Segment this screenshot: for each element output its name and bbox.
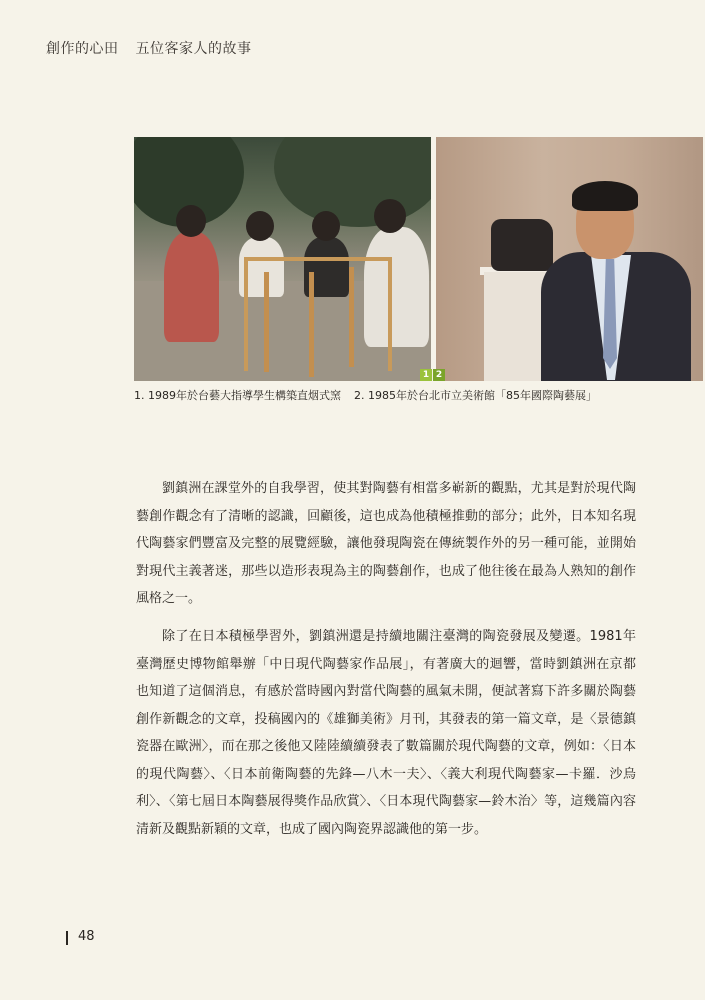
photo-exhibition-portrait [436, 137, 703, 381]
running-header [46, 38, 251, 58]
body-paragraph-2: 除了在日本積極學習外，劉鎮洲還是持續地關注臺灣的陶瓷發展及變遷。1981年臺灣歷史博物館舉辦「中日現代陶藝家作品展」，有著廣大的迴響，當時劉鎮洲在京都也知道了這個消息，有感於當時國內對當代陶藝的風氣未開，便試著寫下許多關於陶藝創作新觀念的文章，投稿國內的《雄獅美術》月刊，其發表的第一篇文章，是〈景德鎮瓷器在歐洲〉，而在那之後他又陸陸續續發表了數篇關於現代陶藝的文章，例如：〈日本的現代陶藝〉、〈日本前衛陶藝的先鋒—八木一夫〉、〈義大利現代陶藝家—卡羅．沙烏利〉、〈第七屆日本陶藝展得獎作品欣賞〉、〈日本現代陶藝家—鈴木治〉等，這幾篇內容清新及觀點新穎的文章，也成了國內陶瓷界認識他的第一步。 [136, 629, 636, 837]
photo-caption-1: 1. 1989年於台藝大指導學生構築直烟式窯 [134, 389, 341, 402]
book-title: 創作的心田 [46, 41, 119, 57]
photo-number-badge-1: 1 [420, 369, 432, 381]
photo-caption-2: 2. 1985年於台北市立美術館「85年國際陶藝展」 [354, 389, 597, 402]
page-number: 48 [78, 929, 95, 944]
page-marker-bar [66, 931, 68, 945]
photo-kiln-construction [134, 137, 431, 381]
body-paragraph-1: 劉鎮洲在課堂外的自我學習，使其對陶藝有相當多嶄新的觀點，尤其是對於現代陶藝創作觀念有了清晰的認識，回顧後，這也成為他積極推動的部分；此外，日本知名現代陶藝家們豐富及完整的展覽經驗，讓他發現陶瓷在傳統製作外的另一種可能，並開始對現代主義著迷，那些以造形表現為主的陶藝創作，也成了他往後在最為人熟知的創作風格之一。 [136, 481, 636, 606]
book-subtitle: 五位客家人的故事 [135, 41, 252, 57]
photo-number-badge-2: 2 [433, 369, 445, 381]
